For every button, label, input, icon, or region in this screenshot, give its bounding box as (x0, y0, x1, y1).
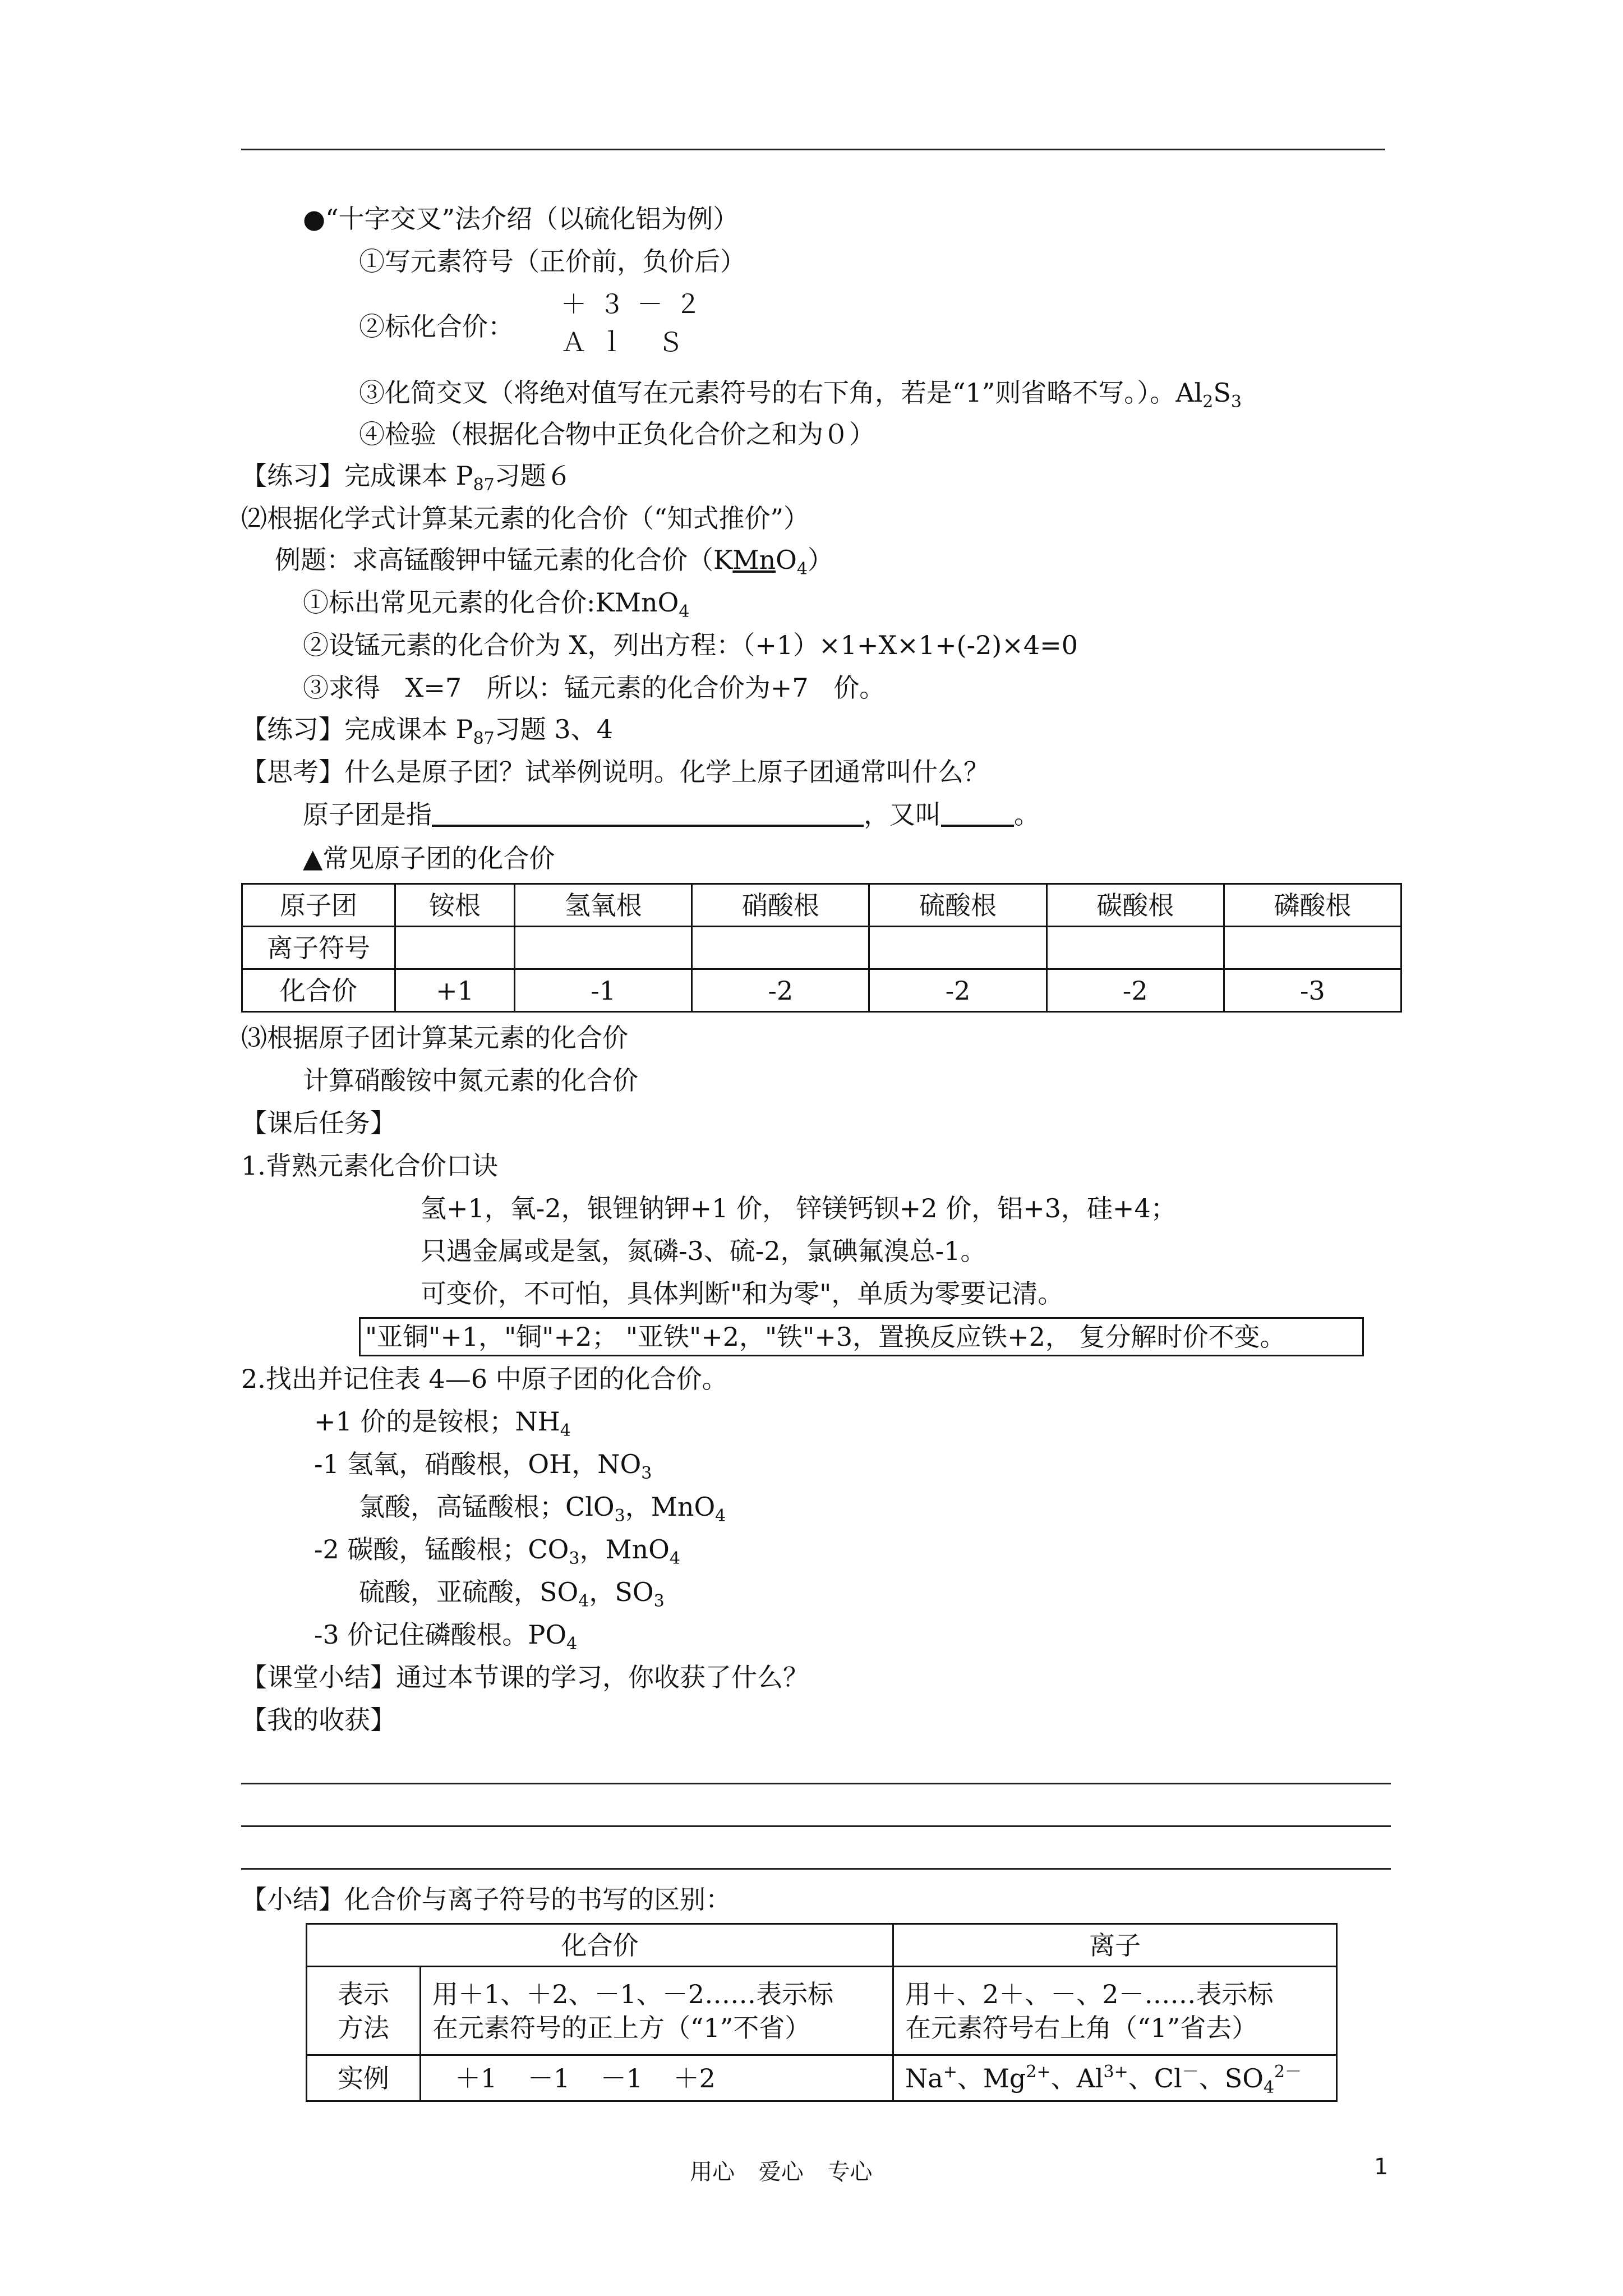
compare-ion-example: Na+、$Mg^{2+}$、$Al^{3+}$、Cl－、$SO_4^{2-}$ (893, 2055, 1337, 2101)
compare-valence-method: 用＋1、＋2、－1、－2……表示标 在元素符号的正上方（“1”不省） (421, 1967, 893, 2055)
ion-symbol-label: 离子符号 (242, 927, 395, 969)
rhyme-boxed-line: "亚铜"+1，"铜"+2； "亚铁"+2，"铁"+3，置换反应铁+2， 复分解时价不变。 (359, 1317, 1364, 1356)
homework-item-2: 2.找出并记住表 4—6 中原子团的化合价。 (241, 1364, 728, 1394)
ion-symbol-cell[interactable] (869, 927, 1046, 969)
answer-blank-2[interactable] (941, 800, 1014, 827)
cross-step-3: ③化简交叉（将绝对值写在元素符号的右下角，若是“1”则省略不写。）。$Al_2S_3$ (359, 378, 1242, 412)
compare-row-label: 表示 方法 (307, 1967, 421, 2055)
cross-step-2-elements: Ａｌ Ｓ (561, 327, 696, 357)
compare-row-label: 实例 (307, 2055, 421, 2101)
radical-list-3: 氯酸，高锰酸根；ClO$_3$，MnO$_4$ (359, 1492, 726, 1526)
cross-method-title: ●“十字交叉”法介绍（以硫化铝为例） (303, 204, 739, 234)
valence-cell: +1 (395, 969, 515, 1012)
valence-cell: -2 (1046, 969, 1224, 1012)
gain-writing-line-1[interactable] (241, 1783, 1391, 1784)
practice-1: 【练习】完成课本 $P_{87}$习题６ (241, 461, 572, 495)
section-3-task: 计算硝酸铵中氮元素的化合价 (303, 1065, 638, 1096)
rhyme-line-1: 氢+1，氧-2，银锂钠钾+1 价， 锌镁钙钡+2 价，铝+3，硅+4； (421, 1193, 1177, 1223)
class-summary: 【课堂小结】通过本节课的学习，你收获了什么？ (241, 1662, 809, 1692)
gain-writing-line-3[interactable] (241, 1868, 1391, 1870)
page-number: 1 (1374, 2154, 1389, 2180)
compare-ion-method: 用＋、2＋、－、2－……表示标 在元素符号右上角（“1”省去） (893, 1967, 1337, 2055)
section-2-step-3: ③求得 X=7 所以：锰元素的化合价为+7 价。 (303, 673, 886, 703)
compare-table (306, 1923, 1338, 2102)
compare-header-ion: 离子 (893, 1924, 1337, 1967)
my-gain: 【我的收获】 (241, 1705, 396, 1735)
radical-list-5: 硫酸，亚硫酸，$SO_4$，$SO_3$ (359, 1577, 665, 1611)
valence-cell: -3 (1224, 969, 1401, 1012)
practice-2: 【练习】完成课本 $P_{87}$习题 3、4 (241, 714, 613, 748)
radical-list-6: -3 价记住磷酸根。$PO_4$ (314, 1619, 578, 1654)
table-row (307, 1967, 1337, 2055)
radical-valence-table (241, 883, 1402, 1013)
table-header-cell: 硝酸根 (692, 884, 869, 927)
think-question: 【思考】什么是原子团？试举例说明。化学上原子团通常叫什么？ (241, 757, 989, 787)
section-2-example: 例题：求高锰酸钾中锰元素的化合价（KMnO$_4$） (275, 545, 833, 579)
gain-writing-line-2[interactable] (241, 1825, 1391, 1827)
table-header-cell: 原子团 (242, 884, 395, 927)
ion-symbol-cell[interactable] (395, 927, 515, 969)
ion-symbol-cell[interactable] (1224, 927, 1401, 969)
cross-step-4: ④检验（根据化合物中正负化合价之和为０） (359, 419, 875, 449)
section-2-title: ⑵根据化学式计算某元素的化合价（“知式推价”） (241, 503, 810, 533)
table-row (242, 927, 1401, 969)
cross-step-2-label: ②标化合价： (359, 311, 514, 342)
ion-symbol-cell[interactable] (515, 927, 692, 969)
ion-symbol-cell[interactable] (692, 927, 869, 969)
compare-title: 【小结】化合价与离子符号的书写的区别： (241, 1884, 731, 1915)
radical-list-4: -2 碳酸，锰酸根；$CO_3$，MnO$_4$ (314, 1534, 680, 1568)
homework-title: 【课后任务】 (241, 1108, 396, 1138)
section-3-title: ⑶根据原子团计算某元素的化合价 (241, 1023, 628, 1053)
answer-blank-1[interactable] (432, 800, 864, 827)
compare-valence-example: ＋1 －1 －1 ＋2 (421, 2055, 893, 2101)
cross-step-2-valence: ＋３－２ (561, 289, 713, 319)
table-row (307, 2055, 1337, 2101)
ion-symbol-cell[interactable] (1046, 927, 1224, 969)
rhyme-line-3: 可变价，不可怕，具体判断"和为零"，单质为零要记清。 (421, 1278, 1064, 1309)
valence-label: 化合价 (242, 969, 395, 1012)
radical-list-1: +1 价的是铵根；$NH_4$ (314, 1406, 571, 1441)
table-header-cell: 磷酸根 (1224, 884, 1401, 927)
table-row (307, 1924, 1337, 1967)
rhyme-line-2: 只遇金属或是氢，氮磷-3、硫-2，氯碘氟溴总-1。 (421, 1236, 986, 1266)
section-2-step-1: ①标出常见元素的化合价:KMnO$_4$ (303, 587, 690, 622)
valence-cell: -2 (869, 969, 1046, 1012)
valence-cell: -1 (515, 969, 692, 1012)
radical-list-2: -1 氢氧，硝酸根，OH，$NO_3$ (314, 1449, 652, 1483)
section-2-step-2: ②设锰元素的化合价为 X，列出方程：（+1）×1+X×1+(-2)×4=0 (303, 630, 1078, 660)
table-row (242, 884, 1401, 927)
radical-table-title: ▲常见原子团的化合价 (303, 843, 555, 873)
footer-motto: 用心 爱心 专心 (690, 2159, 873, 2185)
valence-cell: -2 (692, 969, 869, 1012)
compare-header-valence: 化合价 (307, 1924, 893, 1967)
table-header-cell: 硫酸根 (869, 884, 1046, 927)
table-header-cell: 碳酸根 (1046, 884, 1224, 927)
think-answer: 原子团是指 ，又叫 。 (303, 799, 1040, 830)
homework-item-1: 1.背熟元素化合价口诀 (241, 1151, 498, 1181)
cross-step-1: ①写元素符号（正价前，负价后） (359, 246, 746, 277)
top-rule (241, 149, 1385, 150)
table-row (242, 969, 1401, 1012)
table-header-cell: 铵根 (395, 884, 515, 927)
table-header-cell: 氢氧根 (515, 884, 692, 927)
